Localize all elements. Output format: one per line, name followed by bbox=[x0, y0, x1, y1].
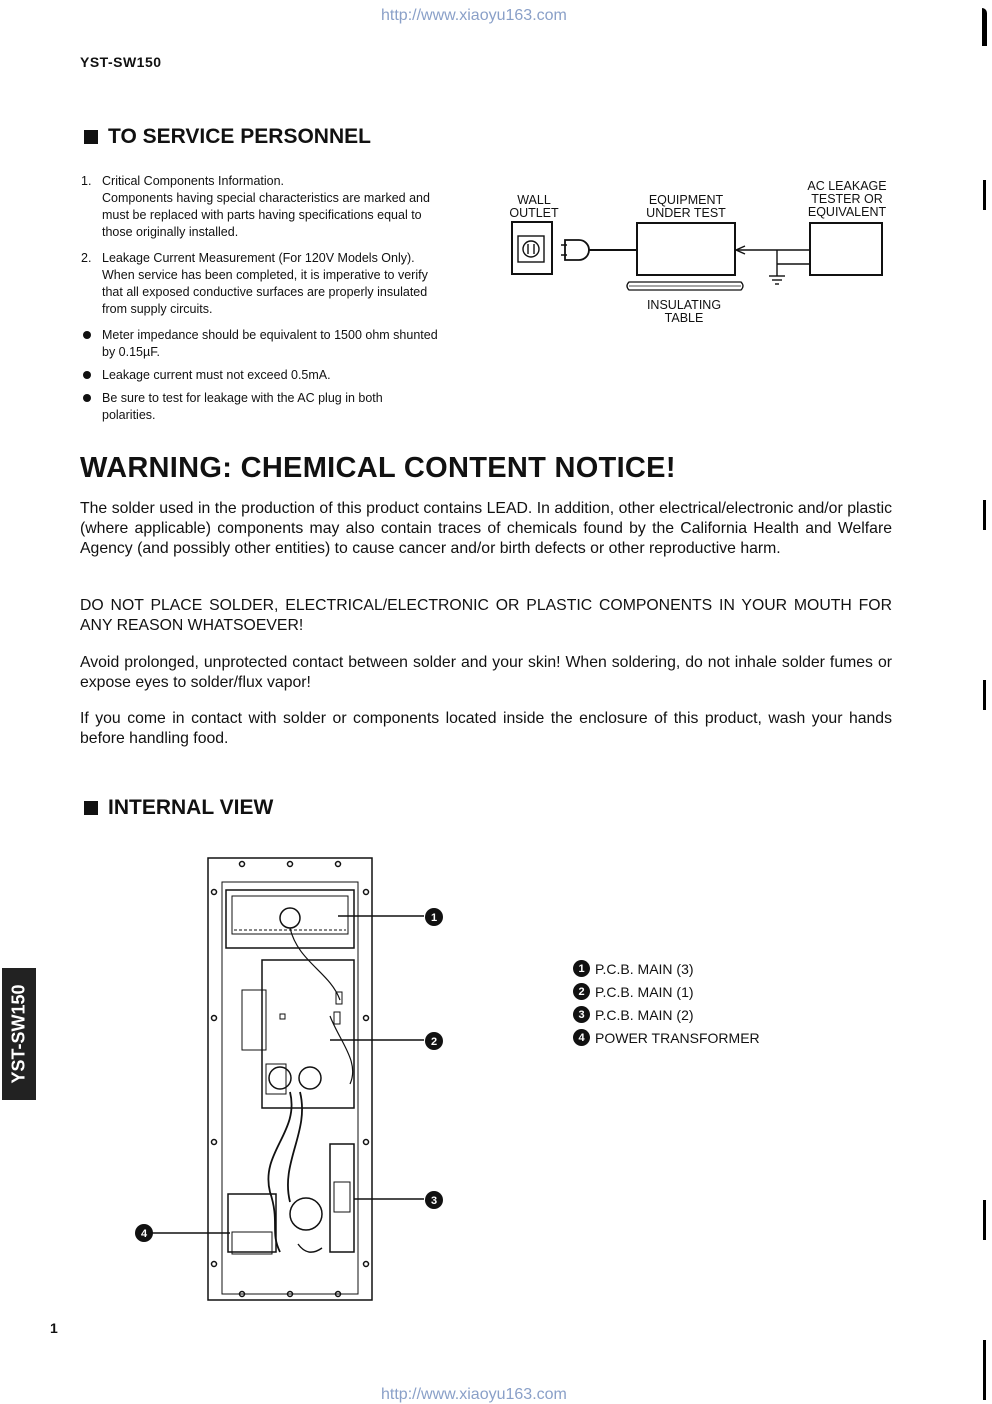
legend-item-4: 4 POWER TRANSFORMER bbox=[573, 1029, 760, 1046]
page-number: 1 bbox=[50, 1320, 58, 1336]
power-transformer bbox=[228, 1194, 276, 1252]
legend-item-2: 2 P.C.B. MAIN (1) bbox=[573, 983, 694, 1000]
side-model-tab: YST-SW150 bbox=[2, 968, 36, 1100]
equipment-label: EQUIPMENT UNDER TEST bbox=[646, 193, 726, 220]
number-2-icon: 2 bbox=[573, 983, 590, 1000]
internal-view-drawing bbox=[130, 852, 450, 1306]
service-item-2: 2. Leakage Current Measurement (For 120V Models Only). When service has been completed, it is imperative to verify that all exposed conductive surfaces are properly insulated from supply circuits. bbox=[81, 251, 428, 316]
callout-2: 2 bbox=[430, 1036, 438, 1048]
internal-view-legend bbox=[573, 960, 813, 1056]
edge-mark bbox=[983, 1340, 986, 1400]
edge-mark bbox=[983, 180, 986, 210]
number-3-icon: 3 bbox=[573, 1006, 590, 1023]
equipment-box bbox=[637, 223, 735, 275]
edge-mark bbox=[983, 680, 986, 710]
source-url-bottom: http://www.xiaoyu163.com bbox=[381, 1386, 567, 1403]
enclosure-outline bbox=[208, 858, 372, 1300]
edge-mark bbox=[982, 8, 987, 46]
callout-3: 3 bbox=[430, 1195, 438, 1207]
wall-outlet-label: WALL OUTLET bbox=[509, 193, 559, 220]
number-4-icon: 4 bbox=[573, 1029, 590, 1046]
table-label: INSULATING TABLE bbox=[646, 298, 722, 325]
warning-title: WARNING: CHEMICAL CONTENT NOTICE! bbox=[80, 452, 676, 484]
warning-paragraph-1: The solder used in the production of this product contains LEAD. In addition, other electrical/electronic and/or plastic (where applicable) components may also contain traces of chemicals found by the California Health and Welfare Agency (and possibly other entities) to cause cancer and/or birth defects or other reproductive harm. bbox=[80, 500, 892, 557]
pcb-main-1 bbox=[262, 960, 354, 1108]
callout-4: 4 bbox=[140, 1228, 148, 1240]
service-instructions: 1. Critical Components Information. Components having special characteristics are marked and must be replaced with parts having specifications equal to those originally installed. 2. Leakage Current Measurement (For 120V Models Only). When service has been completed, it is imperative to verify that all exposed conductive surfaces are properly insulated from supply circuits. Meter impedance should be equivalent to 1500 ohm shunted by 0.15µF. Leakage current must not exceed 0.5mA. Be sure to test for leakage with the AC plug in both polarities. bbox=[81, 173, 461, 433]
model-header: YST-SW150 bbox=[80, 54, 162, 70]
internal-view-title: INTERNAL VIEW bbox=[84, 796, 273, 820]
section-square-icon bbox=[84, 801, 98, 815]
tester-box bbox=[810, 223, 882, 275]
source-url-top: http://www.xiaoyu163.com bbox=[381, 7, 567, 24]
edge-mark bbox=[983, 500, 986, 530]
service-item-1: 1. Critical Components Information. Components having special characteristics are marked and must be replaced with parts having specifications equal to those originally installed. bbox=[81, 174, 430, 239]
edge-mark bbox=[983, 1200, 986, 1240]
legend-item-3: 3 P.C.B. MAIN (2) bbox=[573, 1006, 694, 1023]
section-square-icon bbox=[84, 130, 98, 144]
warning-paragraph-4: If you come in contact with solder or components located inside the enclosure of this product, wash your hands before handling food. bbox=[80, 710, 892, 747]
tester-label: AC LEAKAGE TESTER OR EQUIVALENT bbox=[807, 179, 887, 219]
pcb-main-3 bbox=[226, 890, 354, 948]
legend-item-1: 1 P.C.B. MAIN (3) bbox=[573, 960, 694, 977]
warning-paragraph-3: Avoid prolonged, unprotected contact between solder and your skin! When soldering, do not inhale solder fumes or expose eyes to solder/flux vapor! bbox=[80, 654, 892, 691]
bullet-icon bbox=[83, 371, 91, 379]
plug-icon bbox=[565, 240, 589, 260]
service-section-title: TO SERVICE PERSONNEL bbox=[84, 125, 371, 149]
bullet-icon bbox=[83, 331, 91, 339]
callout-1: 1 bbox=[430, 912, 438, 924]
leakage-test-diagram bbox=[505, 218, 895, 300]
bullet-icon bbox=[83, 394, 91, 402]
warning-paragraph-2: DO NOT PLACE SOLDER, ELECTRICAL/ELECTRONIC OR PLASTIC COMPONENTS IN YOUR MOUTH FOR ANY REASON WHATSOEVER! bbox=[80, 597, 892, 634]
number-1-icon: 1 bbox=[573, 960, 590, 977]
